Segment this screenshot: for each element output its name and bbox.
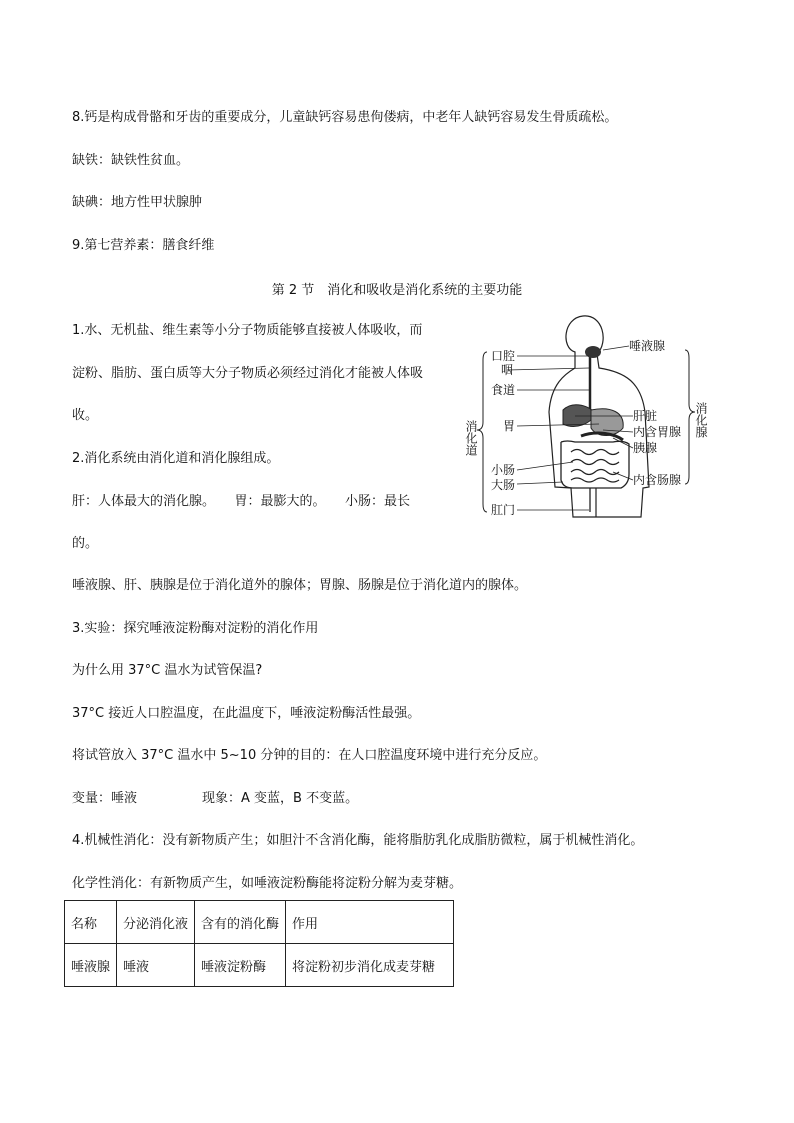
line-iron: 缺铁：缺铁性贫血。 [72, 153, 190, 168]
line-organs: 肝：人体最大的消化腺。 胃：最膨大的。 小肠：最长 [72, 494, 411, 509]
label-large-intestine: 大肠 [491, 478, 516, 492]
table-row [65, 944, 454, 987]
label-pharynx: 咽 [501, 363, 514, 377]
line-experiment: 3.实验：探究唾液淀粉酶对淀粉的消化作用 [72, 621, 319, 636]
digestive-system-diagram [463, 312, 713, 522]
table-header: 作用 [286, 901, 454, 944]
section-title: 第 2 节 消化和吸收是消化系统的主要功能 [271, 283, 523, 298]
label-salivary-gland: 唾液腺 [629, 339, 666, 353]
label-liver: 肝脏 [633, 409, 658, 423]
group-label-digestive-tract: 消化道 [464, 420, 478, 456]
table-cell: 唾液腺 [65, 944, 117, 987]
table-header: 分泌消化液 [117, 901, 195, 944]
label-anus: 肛门 [491, 503, 516, 517]
table-header: 含有的消化酶 [195, 901, 286, 944]
line-mechanical: 4.机械性消化：没有新物质产生；如胆汁不含消化酶，能将脂肪乳化成脂肪微粒，属于机械性消化。 [72, 833, 644, 848]
label-stomach: 胃 [503, 419, 516, 433]
line-question: 为什么用 37°C 温水为试管保温? [72, 663, 263, 678]
label-intestinal-gland: 内含肠腺 [633, 473, 682, 487]
line-system: 2.消化系统由消化道和消化腺组成。 [72, 451, 280, 466]
line-absorb-1: 1.水、无机盐、维生素等小分子物质能够直接被人体吸收，而 [72, 323, 423, 338]
line-answer: 37°C 接近人口腔温度，在此温度下，唾液淀粉酶活性最强。 [72, 706, 421, 721]
label-esophagus: 食道 [491, 383, 516, 397]
group-label-digestive-glands: 消化腺 [694, 402, 708, 438]
table-header: 名称 [65, 901, 117, 944]
line-purpose: 将试管放入 37°C 温水中 5~10 分钟的目的：在人口腔温度环境中进行充分反应。 [72, 748, 547, 763]
table-cell: 将淀粉初步消化成麦芽糖 [286, 944, 454, 987]
line-glands: 唾液腺、肝、胰腺是位于消化道外的腺体；胃腺、肠腺是位于消化道内的腺体。 [72, 578, 528, 593]
line-fiber: 9.第七营养素：膳食纤维 [72, 238, 215, 253]
table-cell: 唾液淀粉酶 [195, 944, 286, 987]
label-mouth: 口腔 [491, 349, 516, 363]
table-cell: 唾液 [117, 944, 195, 987]
label-pancreas: 胰腺 [633, 441, 658, 455]
line-calcium: 8.钙是构成骨骼和牙齿的重要成分，儿童缺钙容易患佝偻病，中老年人缺钙容易发生骨质疏松。 [72, 110, 618, 125]
table-header-row [65, 901, 454, 944]
enzyme-table [64, 900, 454, 987]
line-absorb-3: 收。 [72, 408, 99, 423]
line-iodine: 缺碘：地方性甲状腺肿 [72, 195, 203, 210]
line-organs-2: 的。 [72, 536, 99, 551]
line-absorb-2: 淀粉、脂肪、蛋白质等大分子物质必须经过消化才能被人体吸 [72, 366, 424, 381]
label-gastric-gland: 内含胃腺 [633, 425, 682, 439]
line-chemical: 化学性消化：有新物质产生，如唾液淀粉酶能将淀粉分解为麦芽糖。 [72, 876, 463, 891]
label-small-intestine: 小肠 [491, 463, 516, 477]
line-variable: 变量：唾液 现象：A 变蓝，B 不变蓝。 [72, 791, 359, 806]
